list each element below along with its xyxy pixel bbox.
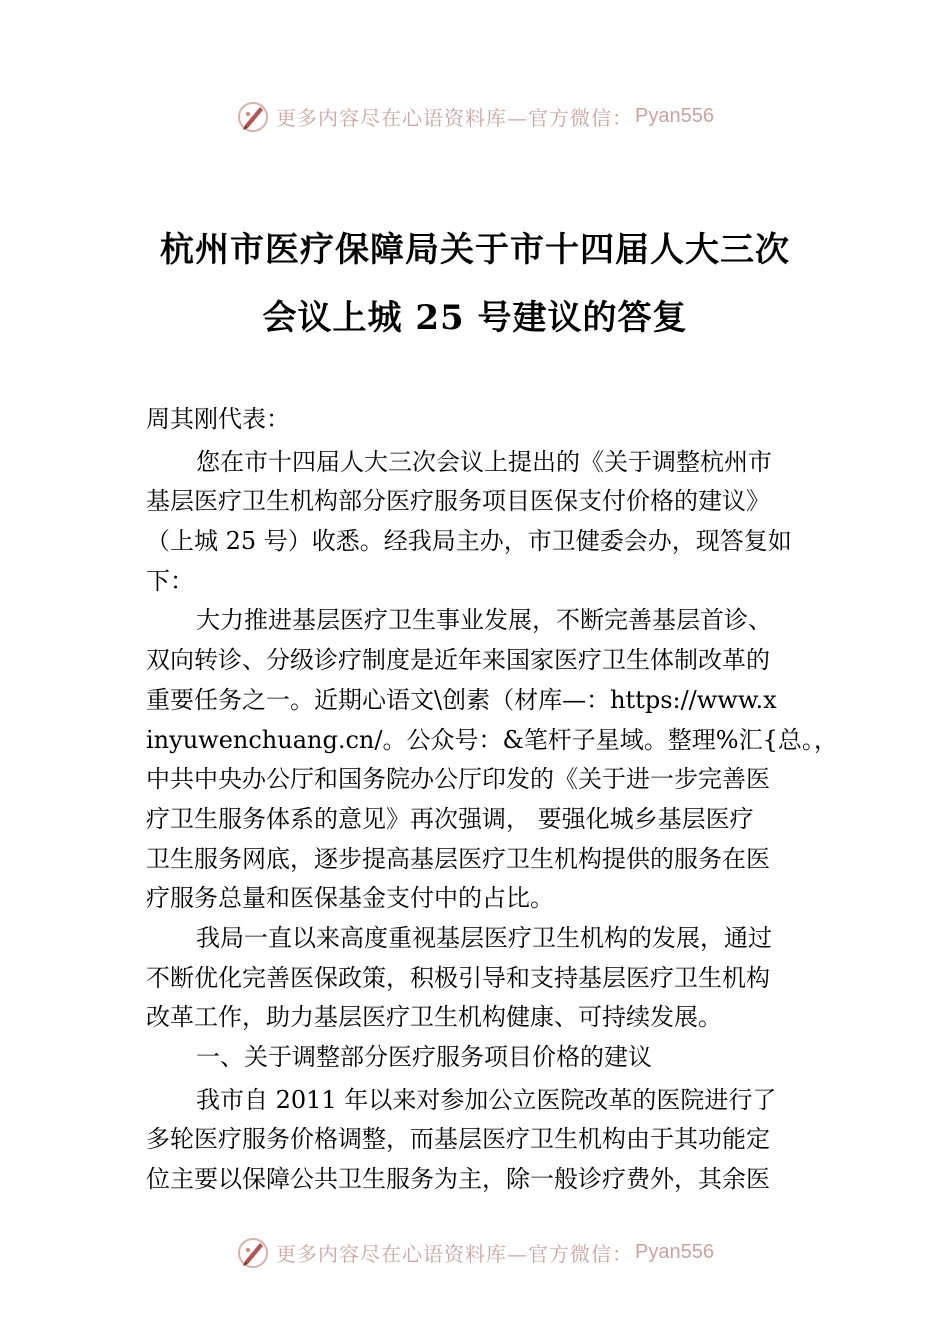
body-line: 改革工作，助力基层医疗卫生机构健康、可持续发展。 — [146, 1003, 722, 1032]
body-line: 基层医疗卫生机构部分医疗服务项目医保支付价格的建议》 — [146, 487, 770, 516]
pen-logo-icon — [236, 99, 270, 133]
watermark-text: 更多内容尽在心语资料库—官方微信： — [276, 1241, 634, 1266]
body-line: 卫生服务网底，逐步提高基层医疗卫生机构提供的服务在医 — [146, 844, 770, 873]
salutation: 周其刚代表： — [146, 405, 290, 433]
body-line: 重要任务之一。近期心语文\创素（材库—：https://www.x — [146, 685, 777, 714]
body-line: 我市自 2011 年以来对参加公立医院改革的医院进行了 — [196, 1085, 777, 1114]
document-title-line-1: 杭州市医疗保障局关于市十四届人大三次 — [160, 230, 790, 270]
body-line: 下： — [146, 566, 194, 595]
body-line: 我局一直以来高度重视基层医疗卫生机构的发展，通过 — [196, 923, 772, 952]
body-line: 多轮医疗服务价格调整，而基层医疗卫生机构由于其功能定 — [146, 1125, 770, 1154]
body-line: 中共中央办公厅和国务院办公厅印发的《关于进一步完善医 — [146, 765, 770, 794]
document-body — [146, 400, 838, 1200]
pen-logo-icon — [236, 1235, 270, 1269]
section-heading: 一、关于调整部分医疗服务项目价格的建议 — [196, 1043, 652, 1071]
body-line: 位主要以保障公共卫生服务为主，除一般诊疗费外，其余医 — [146, 1165, 770, 1194]
wechat-id: Pyan556 — [635, 104, 714, 127]
document-title-line-2: 会议上城 25 号建议的答复 — [262, 298, 688, 338]
body-line: 疗服务总量和医保基金支付中的占比。 — [146, 884, 554, 913]
wechat-id: Pyan556 — [635, 1240, 714, 1263]
footer-watermark — [0, 1232, 950, 1272]
body-line: 您在市十四届人大三次会议上提出的《关于调整杭州市 — [196, 447, 772, 476]
watermark-text: 更多内容尽在心语资料库—官方微信： — [276, 105, 634, 130]
body-line: 疗卫生服务体系的意见》再次强调， 要强化城乡基层医疗 — [146, 804, 754, 833]
header-watermark — [0, 96, 950, 136]
body-line: 不断优化完善医保政策，积极引导和支持基层医疗卫生机构 — [146, 963, 770, 992]
body-line: 双向转诊、分级诊疗制度是近年来国家医疗卫生体制改革的 — [146, 646, 770, 675]
body-line: （上城 25 号）收悉。经我局主办，市卫健委会办，现答复如 — [146, 527, 792, 556]
body-line: 大力推进基层医疗卫生事业发展，不断完善基层首诊、 — [196, 606, 772, 635]
body-line: inyuwenchuang.cn/。公众号：&笔杆子星域。整理%汇{总。， — [146, 725, 838, 754]
